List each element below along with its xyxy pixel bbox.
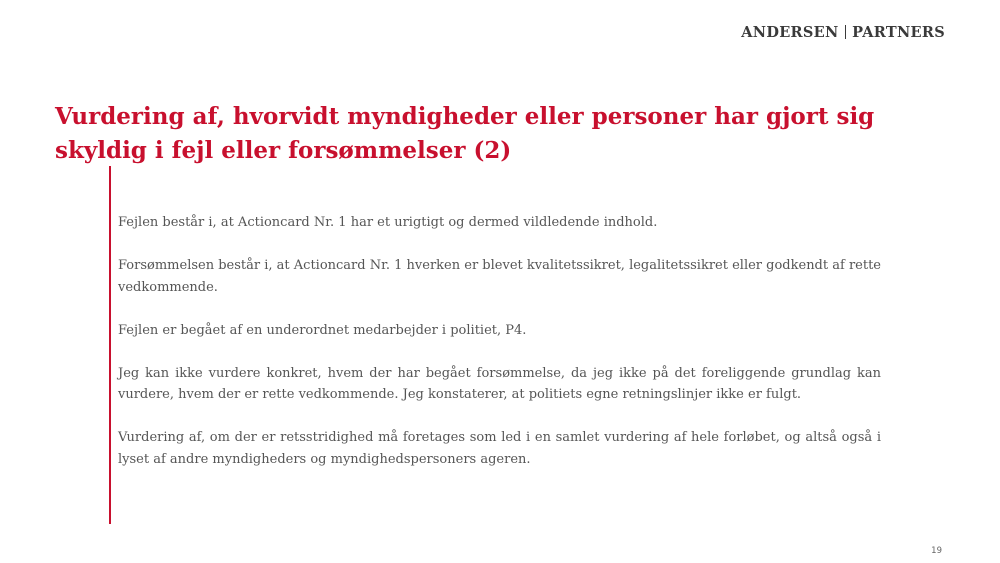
body-paragraph: Fejlen er begået af en underordnet medarbejder i politiet, P4. (118, 322, 527, 338)
accent-divider-line (109, 166, 111, 524)
body-paragraph: Fejlen består i, at Actioncard Nr. 1 har et urigtigt og dermed vildledende indhold. (118, 215, 658, 230)
page-number: 19 (931, 546, 942, 556)
body-paragraph: Jeg kan ikke vurdere konkret, hvem der har begået forsømmelse, da jeg ikke på det foreliggende grundlag kan vurdere, hvem der er rette vedkommende. Jeg konstaterer, at politiets egne retningslinjer ikke er fulgt. (118, 365, 881, 402)
slide-title: Vurdering af, hvorvidt myndigheder eller personer har gjort sig skyldig i fejl eller forsømmelser (2) (55, 103, 875, 164)
slide-body (118, 212, 881, 470)
brand-name-right: PARTNERS (852, 24, 945, 41)
body-paragraph: Forsømmelsen består i, at Actioncard Nr. 1 hverken er blevet kvalitetssikret, legalitetssikret eller godkendt af rette vedkommende. (118, 258, 881, 295)
brand-separator (845, 25, 847, 39)
brand-logo (741, 24, 945, 41)
brand-name-left: ANDERSEN (741, 24, 839, 41)
body-paragraph: Vurdering af, om der er retsstridighed må foretages som led i en samlet vurdering af hele forløbet, og altså også i lyset af andre myndigheders og myndighedspersoners ageren. (118, 430, 881, 467)
